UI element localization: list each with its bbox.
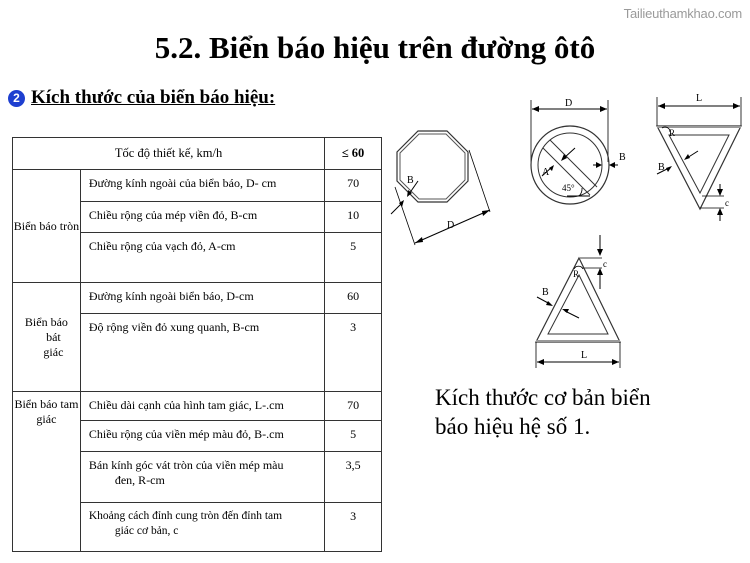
row-value: 70 <box>325 170 382 202</box>
row-value: 70 <box>325 392 382 421</box>
label-d: D <box>565 98 573 109</box>
table-row <box>13 392 382 421</box>
row-value: 5 <box>325 233 382 283</box>
row-desc: Chiều rộng của mép viền đỏ, B-cm <box>80 202 324 233</box>
row-value: 60 <box>325 283 382 314</box>
row-desc: Đường kính ngoài biển báo, D-cm <box>80 283 324 314</box>
row-value: 3 <box>325 503 382 552</box>
group-octagon-sign <box>13 283 81 392</box>
label-r: R <box>669 128 676 138</box>
label-b: B <box>542 287 549 298</box>
row-desc-line: Khoảng cách đỉnh cung tròn đến đỉnh tam <box>88 510 283 522</box>
label-l: L <box>696 93 703 104</box>
row-value: 5 <box>325 421 382 452</box>
header-value: ≤ 60 <box>325 138 382 170</box>
row-desc <box>80 452 324 503</box>
header-label: Tốc độ thiết kế, km/h <box>13 138 325 170</box>
circled-digit-two-icon: 2 <box>8 90 25 107</box>
row-value: 3 <box>325 314 382 392</box>
table-row <box>13 170 382 202</box>
table-row <box>13 283 382 314</box>
label-b: B <box>407 175 414 186</box>
section-heading <box>8 87 275 109</box>
figure-caption <box>435 383 651 441</box>
label-a: A <box>542 167 550 178</box>
label-b: B <box>619 152 626 163</box>
caption-line: báo hiệu hệ số 1. <box>435 414 591 439</box>
row-desc-line: Bán kính góc vát tròn của viền mép màu <box>88 458 284 472</box>
sign-dimensions-table <box>12 137 382 552</box>
row-desc-line: giác cơ bản, c <box>114 525 179 537</box>
watermark: Tailieuthamkhao.com <box>623 6 742 21</box>
row-value: 3,5 <box>325 452 382 503</box>
group-name-line: bát <box>46 329 61 344</box>
row-desc: Độ rộng viền đỏ xung quanh, B-cm <box>80 314 324 392</box>
label-l: L <box>581 350 588 361</box>
triangle-sign-diagram <box>510 225 650 370</box>
section-heading-text: Kích thước của biển báo hiệu: <box>31 87 276 108</box>
caption-line: Kích thước cơ bản biển <box>435 385 651 410</box>
page-title: 5.2. Biển báo hiệu trên đường ôtô <box>154 30 596 65</box>
row-desc: Đường kính ngoài của biển báo, D- cm <box>80 170 324 202</box>
row-desc-line: đen, R-cm <box>114 473 165 487</box>
label-angle: 45° <box>562 183 575 193</box>
row-desc <box>80 503 324 552</box>
row-value: 10 <box>325 202 382 233</box>
group-round-sign: Biển báo tròn <box>13 170 81 283</box>
group-name-line: giác <box>43 344 64 359</box>
group-triangle-sign: Biển báo tam giác <box>13 392 81 552</box>
inverted-triangle-sign-diagram <box>640 88 750 233</box>
label-d: D <box>447 220 455 231</box>
row-desc: Chiều rộng của viền mép màu đỏ, B-.cm <box>80 421 324 452</box>
label-c: c <box>725 198 729 208</box>
table-header-row <box>13 138 382 170</box>
label-c: c <box>603 259 607 269</box>
row-desc: Chiều rộng của vạch đỏ, A-cm <box>80 233 324 283</box>
label-r: R <box>573 269 580 279</box>
group-name-line: Biển báo <box>24 314 68 329</box>
octagon-sign-diagram <box>385 120 505 250</box>
row-desc: Chiều dài cạnh của hình tam giác, L-.cm <box>80 392 324 421</box>
label-b: B <box>658 162 665 173</box>
circle-sign-diagram <box>515 90 640 220</box>
